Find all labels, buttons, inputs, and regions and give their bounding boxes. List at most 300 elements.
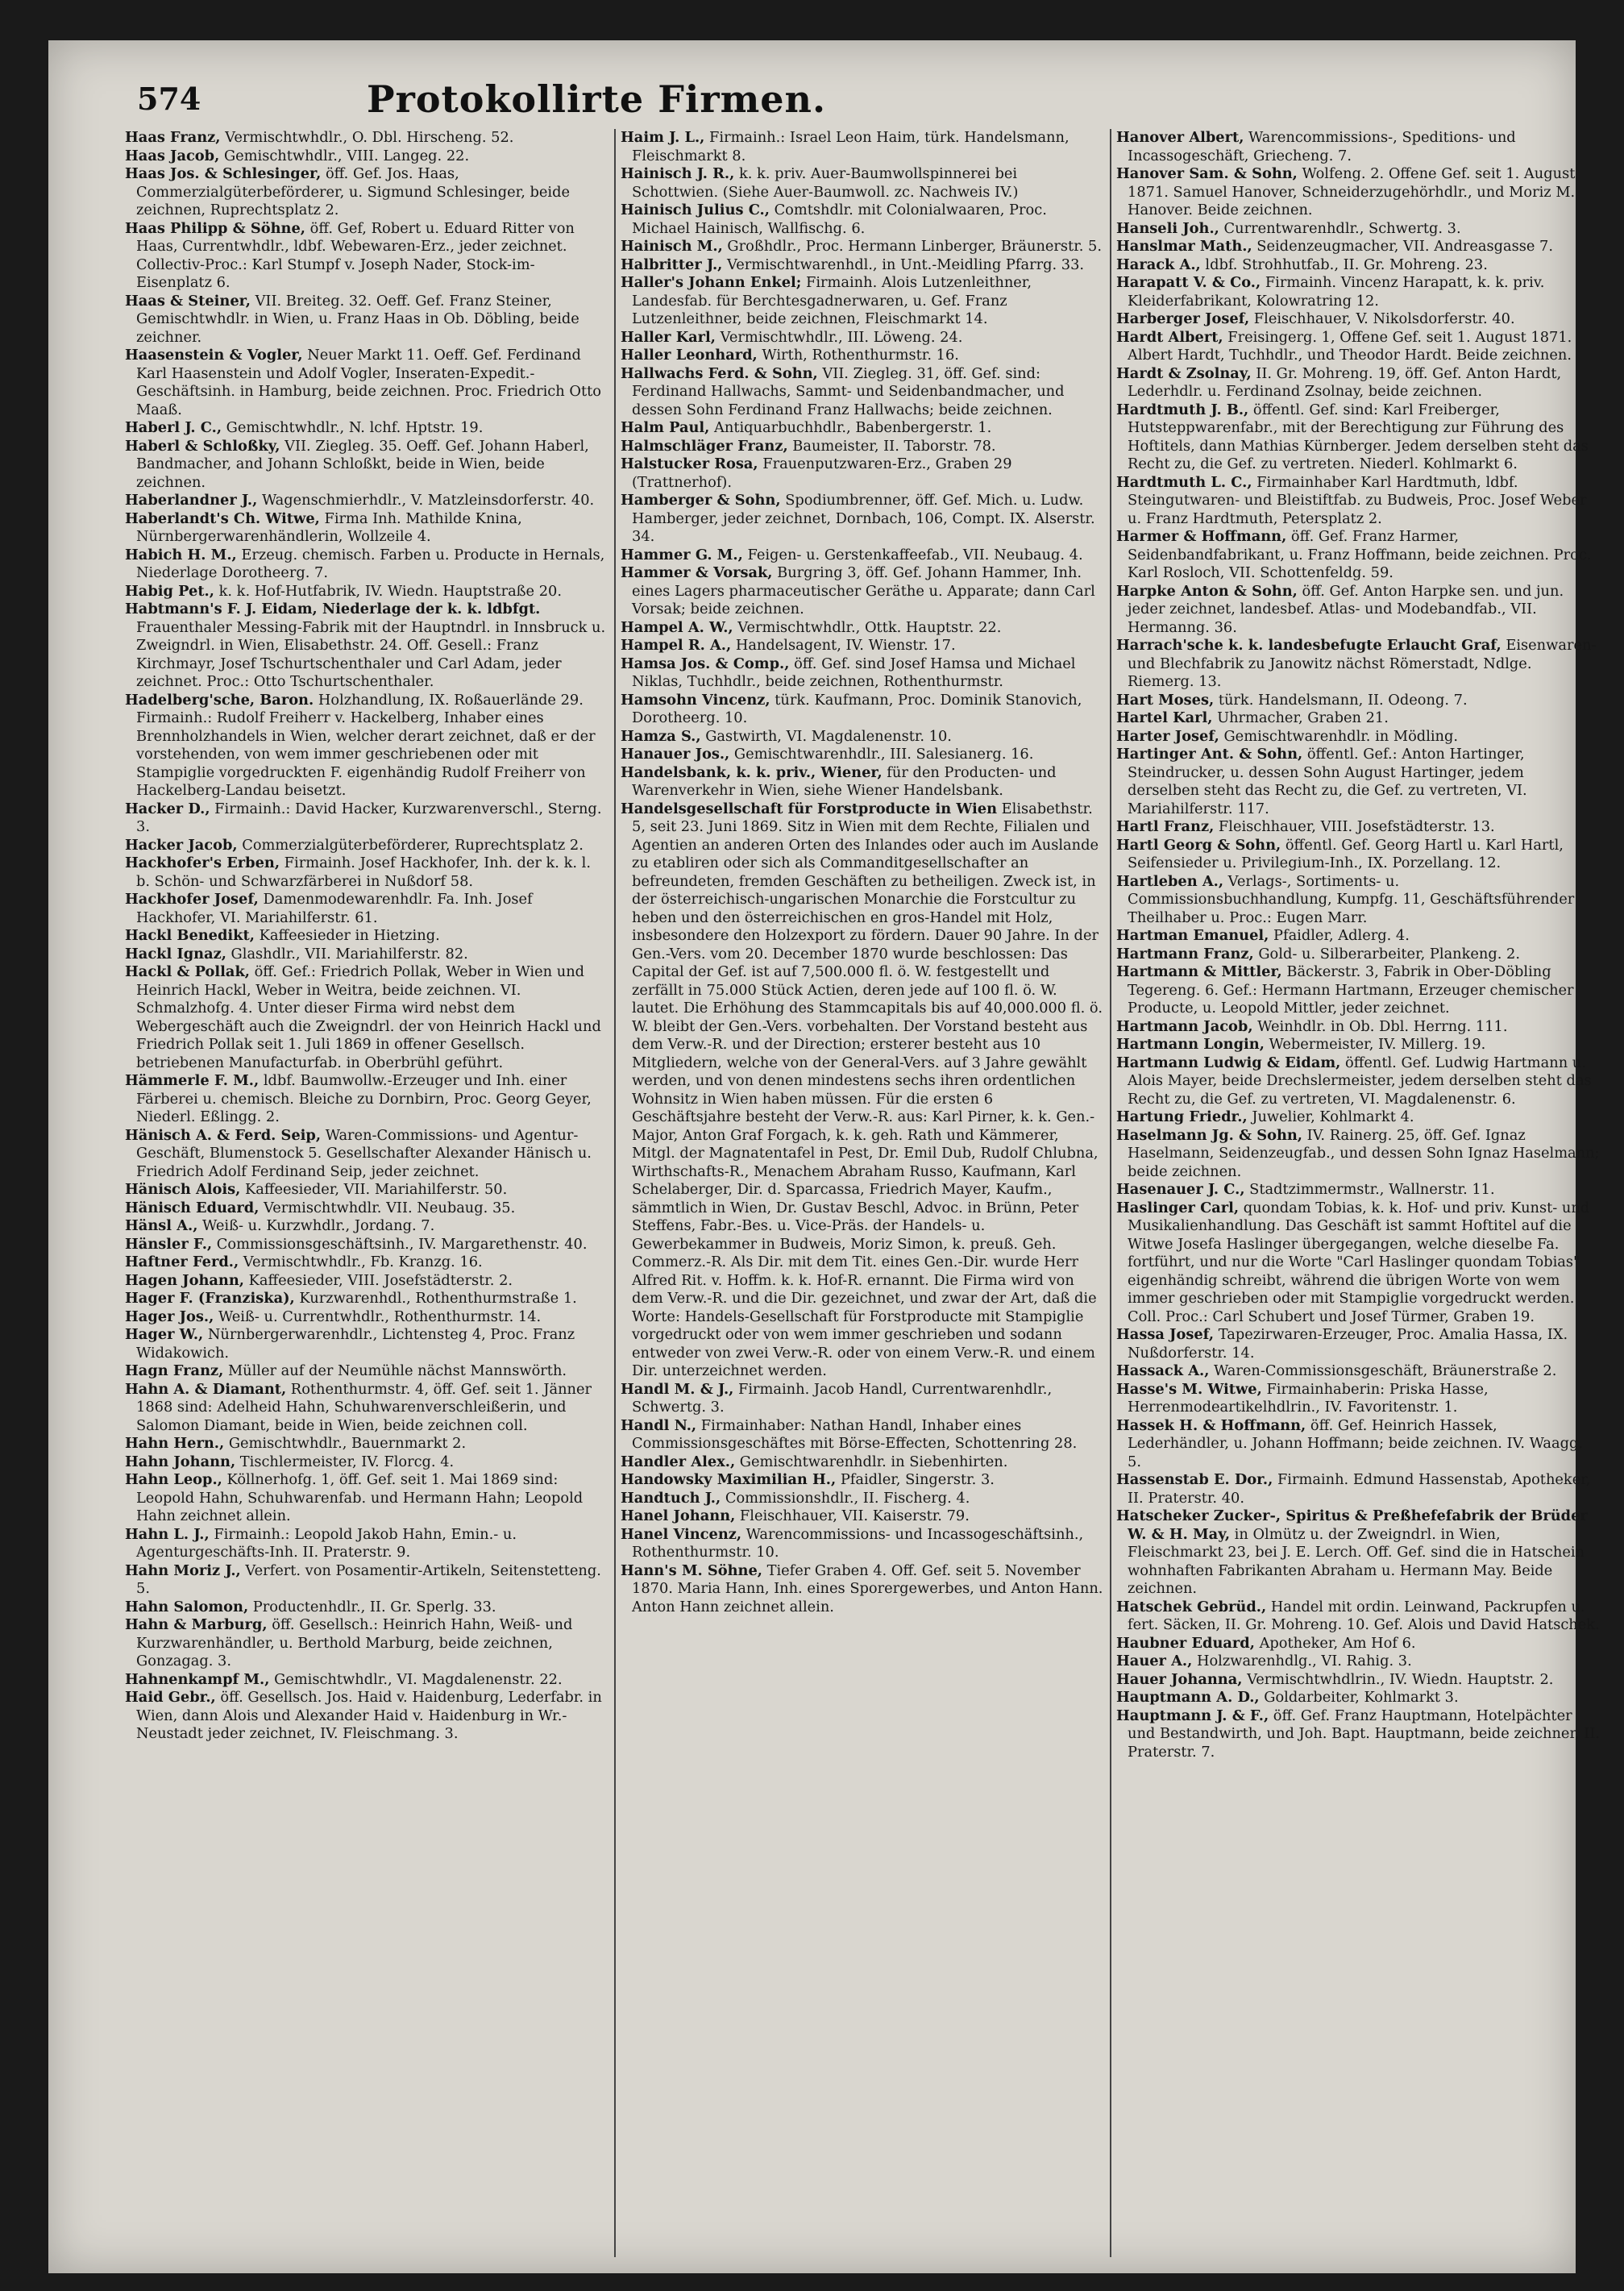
firm-details: ldbf. Baumwollw.-Erzeuger und Inh. einer Färberei u. chemisch. Bleiche zu Dornbirn, Proc. Georg Geyer, Niederl. Eßlingg. 2. [136, 1072, 592, 1125]
directory-entry [1116, 474, 1600, 529]
firm-details: für den Producten- und Warenverkehr in Wien, siehe Wiener Handelsbank. [632, 763, 1057, 799]
firm-name: Hagen Johann, [125, 1271, 244, 1289]
firm-details: öffentl. Gef. Georg Hartl u. Karl Hartl, Seifensieder u. Privilegium-Inh., IX. Porzellang. 12. [1128, 836, 1564, 871]
directory-entry [1116, 1689, 1600, 1707]
firm-details: Firmainhaber: Nathan Handl, Inhaber eines Commissionsgeschäftes mit Börse-Effecten, Schottenring 28. [632, 1416, 1078, 1452]
firm-details: Firmainh.: Leopold Jakob Hahn, Emin.- u. Agenturgeschäfts-Inh. II. Praterstr. 9. [136, 1525, 517, 1561]
firm-name: Haller's Johann Enkel; [621, 274, 802, 291]
firm-details: Stadtzimmermstr., Wallnerstr. 11. [1244, 1181, 1495, 1198]
directory-entry [1116, 963, 1600, 1018]
firm-name: Handelsgesellschaft für Forstproducte in Wien [621, 800, 998, 817]
directory-entry [1116, 220, 1600, 239]
firm-details: Elisabethstr. 5, seit 23. Juni 1869. Sitz in Wien mit dem Rechte, Filialen und Agentien an anderen Orten des Inlandes oder auch im Auslande zu etabliren oder sich als Commanditgesellschafter an befreundeten, fremden Geschäften zu betheiligen. Zweck ist, in der österreichisch-ungarischen Monarchie die Forstcultur zu heben und den österreichischen en gros-Handel mit Holz, insbesondere den Holzexport zu fördern. Dauer 90 Jahre. In der Gen.-Vers. vom 20. December 1870 wurde beschlossen: Das Capital der Gef. ist auf 7,500.000 fl. ö. W. festgestellt und zerfällt in 75.000 Stück Actien, deren jede auf 100 fl. ö. W. lautet. Die Erhöhung des Stammcapitals bis auf 40,000.000 fl. ö. W. bleibt der Gen.-Vers. vorbehalten. Der Vorstand besteht aus dem Verw.-R. und der Direction; ersterer besteht aus 10 Mitgliedern, welche von der General-Vers. auf 3 Jahre gewählt werden, und von denen mindestens sechs ihren ordentlichen Wohnsitz in Wien haben müssen. Für die ersten 6 Geschäftsjahre besteht der Verw.-R. aus: Karl Pirner, k. k. Gen.-Major, Anton Graf Forgach, k. k. geh. Rath und Kämmerer, Mitgl. der Magnatentafel in Pest, Dr. Emil Dub, Rudolf Chlubna, Wirthschafts-R., Menachem Abraham Russo, Kaufmann, Karl Schelaberger, Dir. d. Sparcassa, Friedrich Mayer, Kaufm., sämmtlich in Wien, Dr. Gustav Beschl, Advoc. in Brünn, Peter Steffens, Fabr.-Bes. u. Vice-Präs. der Handels- u. Gewerbekammer in Budweis, Moriz Simon, k. preuß. Geh. Commerz.-R. Als Dir. mit dem Tit. eines Gen.-Dir. wurde Herr Alfred Rit. v. Hoffm. k. k. Hof-R. ernannt. Die Firma wird von dem Verw.-R. und die Dir. gezeichnet, und zwar der Art, daß die Worte: Handels-Gesellschaft für Forstproducte mit Stampiglie vorgedruckt oder von wem immer geschrieben und sodann entweder von zwei Verw.-R. oder von einem Verw.-R. und einem Dir. unterzeichnet werden. [632, 800, 1103, 1379]
firm-name: Hahn L. J., [125, 1525, 210, 1543]
firm-name: Handelsbank, k. k. priv., Wiener, [621, 763, 883, 781]
firm-name: Hänsler F., [125, 1235, 213, 1253]
directory-entry [125, 1254, 608, 1272]
firm-details: Gemischtwarenhdlr., III. Salesianerg. 16. [729, 746, 1034, 763]
directory-entry [125, 854, 608, 891]
firm-details: II. Gr. Mohreng. 19, öff. Gef. Anton Hardt, Lederhdlr. u. Ferdinand Zsolnay, beide zeichnen. [1128, 364, 1562, 400]
firm-details: k. k. priv. Auer-Baumwollspinnerei bei Schottwien. (Siehe Auer-Baumwoll. zc. Nachweis IV.) [632, 165, 1019, 201]
directory-entry [621, 1507, 1104, 1526]
directory-entry [621, 564, 1104, 619]
directory-entry [1116, 1707, 1600, 1762]
firm-name: Halm Paul, [621, 419, 710, 436]
directory-entry [1116, 946, 1600, 964]
firm-details: Frauenputzwaren-Erz., Graben 29 (Trattnerhof). [632, 455, 1012, 491]
firm-details: Fleischhauer, V. Nikolsdorferstr. 40. [1249, 310, 1515, 327]
directory-entry [621, 1526, 1104, 1562]
firm-details: Freisingerg. 1, Offene Gef. seit 1. August 1871. Albert Hardt, Tuchhdlr., und Theodor Hardt. Beide zeichnen. [1128, 328, 1572, 364]
directory-entry [621, 256, 1104, 275]
directory-entry [125, 129, 608, 148]
firm-details: Waren-Commissions- und Agentur-Geschäft, Blumenstock 5. Gesellschafter Alexander Hänisch u. Friedrich Adolf Ferdinand Seip, jeder zeichnet. [136, 1126, 592, 1180]
directory-entry [1116, 1181, 1600, 1200]
firm-name: Hacker Jacob, [125, 836, 238, 854]
firm-name: Haubner Eduard, [1116, 1634, 1255, 1652]
firm-name: Hardtmuth J. B., [1116, 401, 1249, 418]
directory-entry [125, 438, 608, 493]
directory-entry [1116, 1018, 1600, 1037]
directory-entry [1116, 256, 1600, 275]
firm-name: Hackhofer's Erben, [125, 854, 280, 871]
directory-entry [125, 547, 608, 583]
firm-details: Pfaidler, Singerstr. 3. [836, 1471, 995, 1488]
firm-name: Hann's M. Söhne, [621, 1561, 762, 1579]
firm-details: öff. Gesellsch.: Heinrich Hahn, Weiß- und Kurzwarenhändler, u. Berthold Marburg, beide zeichnen, Gonzagag. 3. [136, 1616, 573, 1669]
directory-entry [125, 1308, 608, 1327]
directory-entry [125, 1381, 608, 1436]
firm-details: Müller auf der Neumühle nächst Mannswörth. [223, 1362, 567, 1379]
firm-name: Hamsohn Vincenz, [621, 691, 770, 709]
firm-details: Seidenzeugmacher, VII. Andreasgasse 7. [1252, 238, 1554, 255]
page-number: 574 [137, 81, 201, 117]
firm-name: Hackl Ignaz, [125, 945, 226, 963]
directory-entry [125, 1562, 608, 1599]
firm-name: Hartmann Longin, [1116, 1036, 1265, 1053]
directory-entry [1116, 129, 1600, 165]
firm-details: Holzhandlung, IX. Roßauerlände 29. Firmainh.: Rudolf Freiherr v. Hackelberg, Inhaber eines Brennholzhandels in Wien, welcher derart zeichnet, daß er der vorstehenden, von wem immer geschriebenen oder mit Stampiglie vorgedruckten F. eigenhändig Rudolf Freiherr von Hackelberg-Landau beisetzt. [136, 691, 596, 799]
firm-name: Hanover Albert, [1116, 129, 1244, 146]
directory-entry [1116, 1417, 1600, 1472]
firm-details: Baumeister, II. Taborstr. 78. [787, 437, 996, 455]
directory-columns [125, 129, 1624, 2257]
directory-entry [125, 1526, 608, 1562]
directory-entry [621, 165, 1104, 202]
firm-details: türk. Kaufmann, Proc. Dominik Stanovich, Dorotheerg. 10. [632, 691, 1082, 726]
firm-details: VII. Ziegleg. 35. Oeff. Gef. Johann Haberl, Bandmacher, and Johann Schloßkt, beide in Wien, beide zeichnen. [136, 437, 589, 491]
directory-entry [1116, 1362, 1600, 1381]
firm-name: Haller Leonhard, [621, 347, 758, 364]
firm-details: Currentwarenhdlr., Schwertg. 3. [1219, 219, 1461, 237]
firm-details: Verlags-, Sortiments- u. Commissionsbuchhandlung, Kumpfg. 11, Geschäftsführender Theilhaber u. Proc.: Eugen Marr. [1128, 872, 1575, 926]
firm-name: Hartleben A., [1116, 872, 1224, 890]
directory-entry [621, 365, 1104, 420]
firm-details: Kaffeesieder, VII. Mariahilferstr. 50. [240, 1181, 508, 1198]
directory-entry [621, 764, 1104, 800]
directory-entry [1116, 1200, 1600, 1327]
firm-name: Haller Karl, [621, 328, 716, 346]
firm-details: Gemischtwarenhdlr. in Siebenhirten. [735, 1453, 1008, 1470]
directory-entry [125, 347, 608, 419]
firm-name: Hagn Franz, [125, 1362, 224, 1379]
firm-name: Haas & Steiner, [125, 292, 251, 310]
directory-entry [621, 329, 1104, 347]
directory-entry [621, 438, 1104, 456]
firm-details: Fleischhauer, VIII. Josefstädterstr. 13. [1214, 818, 1495, 835]
firm-name: Hatscheker Zucker-, Spiritus & Preßhefefabrik der Brüder W. & H. May, [1116, 1507, 1588, 1543]
firm-name: Hahn Hern., [125, 1435, 225, 1452]
page-title: Protokollirte Firmen. [367, 77, 826, 121]
directory-entry [1116, 329, 1600, 365]
firm-name: Hallwachs Ferd. & Sohn, [621, 364, 818, 382]
column-2 [621, 129, 1104, 2257]
firm-name: Hatschek Gebrüd., [1116, 1598, 1267, 1615]
firm-name: Hahnenkampf M., [125, 1670, 270, 1688]
firm-name: Hamza S., [621, 727, 701, 745]
directory-entry [621, 728, 1104, 746]
firm-name: Haberlandt's Ch. Witwe, [125, 509, 320, 527]
firm-details: Commissionshdlr., II. Fischerg. 4. [721, 1489, 970, 1507]
firm-name: Haberlandner J., [125, 492, 258, 509]
directory-entry [621, 202, 1104, 238]
firm-details: öff. Gesellsch. Jos. Haid v. Haidenburg, Lederfabr. in Wien, dann Alois und Alexander Haid v. Haidenburg in Wr.-Neustadt jeder zeichnet, IV. Fleischmang. 3. [136, 1689, 602, 1742]
directory-entry [125, 692, 608, 800]
firm-name: Hampel A. W., [621, 618, 733, 636]
firm-details: Gemischtwhdlr., Bauernmarkt 2. [224, 1435, 467, 1452]
firm-name: Hartmann & Mittler, [1116, 963, 1282, 980]
directory-entry [125, 1616, 608, 1671]
firm-details: Gemischtwhdlr., N. lchf. Hptstr. 19. [222, 419, 484, 436]
firm-name: Haas Jacob, [125, 147, 220, 164]
firm-details: Glashdlr., VII. Mariahilferstr. 82. [226, 945, 468, 963]
firm-details: Frauenthaler Messing-Fabrik mit der Hauptndrl. in Innsbruck u. Zweigndrl. in Wien, Elisabethstr. 24. Off. Gesell.: Franz Kirchmayr, Josef Tschurtschenthaler und Carl Adam, jeder zeichnet. Proc.: Otto Tschurtschenthaler. [136, 618, 606, 690]
directory-entry [621, 1453, 1104, 1472]
directory-entry [125, 601, 608, 692]
firm-name: Hanover Sam. & Sohn, [1116, 165, 1298, 182]
directory-entry [1116, 1326, 1600, 1362]
firm-details: Vermischtwhdlr., O. Dbl. Hirscheng. 52. [220, 129, 514, 146]
firm-details: ldbf. Strohhutfab., II. Gr. Mohreng. 23. [1200, 256, 1488, 273]
directory-page [48, 40, 1600, 2273]
firm-name: Habtmann's F. J. Eidam, Niederlage der k. k. ldbfgt. [125, 601, 541, 617]
directory-entry [125, 1362, 608, 1381]
firm-name: Haberl J. C., [125, 419, 222, 436]
directory-entry [125, 492, 608, 510]
firm-name: Harberger Josef, [1116, 310, 1250, 327]
firm-name: Hamsa Jos. & Comp., [621, 655, 790, 672]
firm-details: öff. Gef. Anton Harpke sen. und jun. jeder zeichnet, landesbef. Atlas- und Modebandfab., VII. Hermanng. 36. [1128, 582, 1564, 636]
firm-name: Hanslmar Math., [1116, 238, 1252, 255]
firm-details: Fleischhauer, VII. Kaiserstr. 79. [735, 1507, 970, 1524]
firm-details: Comtshdlr. mit Colonialwaaren, Proc. Michael Hainisch, Wallfischg. 6. [632, 202, 1047, 237]
firm-details: Warencommissions-, Speditions- und Incassogeschäft, Griecheng. 7. [1128, 129, 1516, 164]
firm-name: Hartl Franz, [1116, 818, 1215, 835]
directory-entry [1116, 1108, 1600, 1127]
directory-entry [1116, 1507, 1600, 1599]
firm-details: Neuer Markt 11. Oeff. Gef. Ferdinand Karl Haasenstein und Adolf Vogler, Inseraten-Expedit.-Geschäftsinh. in Hamburg, beide zeichnen. Proc. Friedrich Otto Maaß. [136, 347, 601, 418]
firm-name: Handl M. & J., [621, 1380, 734, 1398]
firm-details: Handel mit ordin. Leinwand, Packrupfen u. fert. Säcken, II. Gr. Mohreng. 10. Gef. Alois und David Hatschek. [1128, 1598, 1600, 1633]
directory-entry [1116, 365, 1600, 401]
firm-name: Hänsl A., [125, 1217, 198, 1234]
directory-entry [621, 455, 1104, 492]
firm-details: öff. Gef. Franz Hauptmann, Hotelpächter und Bestandwirth, und Joh. Bapt. Hauptmann, beide zeichner, II. Praterstr. 7. [1128, 1707, 1600, 1761]
firm-name: Haasenstein & Vogler, [125, 347, 303, 364]
firm-details: Vermischtwhdlr., Ottk. Hauptstr. 22. [733, 618, 1002, 636]
firm-name: Hartung Friedr., [1116, 1108, 1248, 1125]
directory-entry [1116, 837, 1600, 873]
directory-entry [1116, 1671, 1600, 1690]
directory-entry [621, 1471, 1104, 1490]
firm-details: Weiß- u. Kurzwhdlr., Jordang. 7. [197, 1217, 435, 1234]
firm-name: Hassenstab E. Dor., [1116, 1471, 1273, 1488]
directory-entry [125, 419, 608, 438]
firm-details: Holzwarenhdlg., VI. Rahig. 3. [1192, 1653, 1412, 1669]
firm-details: Commerzialgüterbeförderer, Ruprechtsplatz 2. [237, 836, 584, 854]
directory-entry [621, 692, 1104, 728]
directory-entry [1116, 927, 1600, 946]
firm-name: Hänisch Alois, [125, 1181, 241, 1198]
directory-entry [125, 293, 608, 347]
directory-entry [1116, 1054, 1600, 1109]
firm-details: Pfaidler, Adlerg. 4. [1269, 927, 1410, 944]
directory-entry [125, 583, 608, 601]
directory-entry [621, 637, 1104, 655]
firm-details: öff. Gef. Franz Harmer, Seidenbandfabrikant, u. Franz Hoffmann, beide zeichnen. Proc. Karl Rosloch, VII. Schottenfeldg. 59. [1128, 528, 1592, 581]
firm-name: Hartl Georg & Sohn, [1116, 836, 1281, 854]
firm-name: Hager F. (Franziska), [125, 1290, 295, 1307]
firm-details: Vermischtwhdlr., Fb. Kranzg. 16. [239, 1254, 483, 1270]
firm-name: Harrach'sche k. k. landesbefugte Erlaucht Graf, [1116, 637, 1501, 654]
column-divider [614, 129, 616, 2257]
firm-name: Hadelberg'sche, Baron. [125, 691, 314, 709]
firm-name: Hahn Salomon, [125, 1598, 249, 1615]
firm-details: Großhdlr., Proc. Hermann Linberger, Bräunerstr. 5. [722, 238, 1103, 255]
directory-entry [621, 1417, 1104, 1453]
directory-entry [1116, 401, 1600, 474]
directory-entry [125, 1689, 608, 1744]
firm-name: Hager Jos., [125, 1308, 214, 1325]
column-divider [1110, 129, 1111, 2257]
directory-entry [1116, 818, 1600, 837]
firm-details: Juwelier, Kohlmarkt 4. [1247, 1108, 1414, 1125]
firm-details: öffentl. Gef. sind: Karl Freiberger, Hutsteppwarenfabr., mit der Berechtigung zur Führung des Hoftitels, dann Mathias Kürnberger. Jedem derselben steht das Recht zu, die Gef. zu vertreten. Niederl. Kohlmarkt 6. [1128, 401, 1589, 472]
directory-entry [1116, 1653, 1600, 1671]
firm-name: Haftner Ferd., [125, 1254, 239, 1270]
directory-entry [125, 1671, 608, 1690]
firm-details: Verfert. von Posamentir-Artikeln, Seitenstetteng. 5. [136, 1561, 601, 1597]
firm-details: Damenmodewarenhdlr. Fa. Inh. Josef Hackhofer, VI. Mariahilferstr. 61. [136, 891, 533, 926]
firm-name: Hart Moses, [1116, 691, 1215, 709]
firm-name: Hasenauer J. C., [1116, 1181, 1245, 1198]
firm-name: Halbritter J., [621, 256, 723, 273]
firm-name: Habich H. M., [125, 546, 237, 563]
firm-name: Hackhofer Josef, [125, 891, 259, 908]
firm-details: Productenhdlr., II. Gr. Sperlg. 33. [248, 1598, 496, 1615]
firm-name: Hamberger & Sohn, [621, 492, 781, 509]
firm-name: Hacker D., [125, 800, 210, 817]
directory-entry [125, 1435, 608, 1453]
firm-details: Burgring 3, öff. Gef. Johann Hammer, Inh. eines Lagers pharmaceutischer Geräthe u. Apparate; dann Carl Vorsak; beide zeichnen. [632, 564, 1095, 617]
firm-name: Hardtmuth L. C., [1116, 473, 1252, 491]
directory-entry [125, 891, 608, 927]
directory-entry [125, 1236, 608, 1254]
directory-entry [1116, 165, 1600, 220]
firm-details: Weinhdlr. in Ob. Dbl. Herrng. 111. [1252, 1017, 1508, 1035]
firm-name: Hager W., [125, 1326, 204, 1343]
directory-entry [621, 655, 1104, 692]
firm-name: Hahn & Marburg, [125, 1616, 268, 1633]
firm-details: Webermeister, IV. Millerg. 19. [1264, 1036, 1486, 1053]
firm-details: VII. Ziegleg. 31, öff. Gef. sind: Ferdinand Hallwachs, Sammt- und Seidenbandmacher, und dessen Sohn Ferdinand Franz Hallwachs; beide zeichnen. [632, 364, 1065, 418]
firm-details: Kaffeesieder in Hietzing. [254, 927, 440, 944]
firm-details: Commissionsgeschäftsinh., IV. Margarethenstr. 40. [212, 1235, 588, 1253]
firm-name: Harmer & Hoffmann, [1116, 528, 1287, 545]
firm-name: Haslinger Carl, [1116, 1199, 1240, 1216]
directory-entry [1116, 728, 1600, 746]
directory-entry [621, 746, 1104, 764]
firm-details: Goldarbeiter, Kohlmarkt 3. [1259, 1689, 1459, 1706]
firm-details: öff. Gef.: Friedrich Pollak, Weber in Wien und Heinrich Hackl, Weber in Weitra, beide zeichnen. VI. Schmalzhofg. 4. Unter dieser Firma wird nebst dem Webergeschäft auch die Zweigndrl. der von Heinrich Hackl und Friedrich Pollak seit 1. Juli 1869 in offener Gesellsch. betriebenen Manufacturfab. in Oberbrühl geführt. [136, 963, 601, 1071]
directory-entry [125, 148, 608, 166]
firm-name: Hassa Josef, [1116, 1326, 1215, 1343]
directory-entry [621, 1562, 1104, 1617]
firm-name: Habig Pet., [125, 582, 214, 600]
firm-details: Handelsagent, IV. Wienstr. 17. [731, 637, 956, 654]
firm-details: Rothenthurmstr. 4, öff. Gef. seit 1. Jänner 1868 sind: Adelheid Hahn, Schuhwarenverschleißerin, und Salomon Diamant, beide in Wien, beide zeichnen coll. [136, 1380, 592, 1434]
firm-details: Gemischtwhdlr., VIII. Langeg. 22. [219, 147, 470, 164]
firm-details: öff. Gef, Robert u. Eduard Ritter von Haas, Currentwhdlr., ldbf. Webewaren-Erz., jeder zeichnet. Collectiv-Proc.: Karl Stumpf v. Joseph Nader, Stock-im-Eisenplatz 6. [136, 219, 575, 291]
directory-entry [125, 1217, 608, 1236]
firm-details: Firmainhaberin: Priska Hasse, Herrenmodeartikelhdlrin., IV. Favoritenstr. 1. [1128, 1380, 1489, 1416]
firm-name: Hardt Albert, [1116, 328, 1223, 346]
firm-details: Firmainh. Edmund Hassenstab, Apotheker, II. Praterstr. 40. [1128, 1471, 1591, 1507]
firm-details: k. k. Hof-Hutfabrik, IV. Wiedn. Hauptstraße 20. [214, 582, 563, 600]
directory-entry [125, 1127, 608, 1182]
firm-details: Eisenwaren- und Blechfabrik zu Janowitz nächst Römerstadt, Ndlge. Riemerg. 13. [1128, 637, 1597, 690]
firm-name: Hartmann Ludwig & Eidam, [1116, 1054, 1341, 1071]
firm-details: in Olmütz u. der Zweigndrl. in Wien, Fleischmarkt 23, bei J. E. Lerch. Off. Gef. sind die in Hatschein wohnhaften Fabrikanten Abraham u. Hermann May. Beide zeichnen. [1128, 1525, 1585, 1597]
firm-name: Handtuch J., [621, 1489, 721, 1507]
firm-name: Hasse's M. Witwe, [1116, 1380, 1262, 1398]
directory-entry [1116, 1635, 1600, 1653]
firm-name: Hartinger Ant. & Sohn, [1116, 746, 1303, 763]
firm-details: Erzeug. chemisch. Farben u. Producte in Hernals, Niederlage Dorotheerg. 7. [136, 546, 605, 581]
directory-entry [125, 1599, 608, 1617]
firm-details: Weiß- u. Currentwhdlr., Rothenthurmstr. 14. [214, 1308, 542, 1325]
directory-entry [125, 1200, 608, 1218]
directory-entry [1116, 709, 1600, 728]
firm-details: Gastwirth, VI. Magdalenenstr. 10. [700, 727, 952, 745]
directory-entry [1116, 746, 1600, 818]
firm-name: Hänisch A. & Ferd. Seip, [125, 1126, 322, 1144]
firm-details: Firmainh.: David Hacker, Kurzwarenverschl., Sterng. 3. [136, 800, 602, 835]
firm-name: Hampel R. A., [621, 637, 732, 654]
firm-details: Warencommissions- und Incassogeschäftsinh., Rothenthurmstr. 10. [632, 1525, 1084, 1561]
firm-name: Hammer & Vorsak, [621, 564, 773, 581]
directory-entry [621, 419, 1104, 438]
firm-name: Hackl & Pollak, [125, 963, 250, 980]
firm-name: Harter Josef, [1116, 727, 1219, 745]
firm-details: Wirth, Rothenthurmstr. 16. [757, 347, 959, 364]
directory-entry [1116, 274, 1600, 310]
firm-name: Hartmann Franz, [1116, 945, 1254, 963]
directory-entry [621, 1381, 1104, 1417]
firm-name: Hahn A. & Diamant, [125, 1380, 287, 1398]
firm-details: Uhrmacher, Graben 21. [1212, 709, 1389, 726]
firm-name: Hartmann Jacob, [1116, 1017, 1253, 1035]
firm-details: Feigen- u. Gerstenkaffeefab., VII. Neubaug. 4. [742, 546, 1083, 563]
directory-entry [125, 927, 608, 946]
firm-details: Wagenschmierhdlr., V. Matzleinsdorferstr. 40. [257, 492, 595, 509]
directory-entry [621, 238, 1104, 256]
firm-details: Gemischtwhdlr., VI. Magdalenenstr. 22. [269, 1670, 563, 1688]
firm-name: Harpke Anton & Sohn, [1116, 582, 1298, 600]
firm-details: Firmainh. Alois Lutzenleithner, Landesfab. für Berchtesgadnerwaren, u. Gef. Franz Lutzenleithner, beide zeichnen, Fleischmarkt 14. [632, 274, 1032, 327]
directory-entry [125, 1326, 608, 1362]
firm-name: Handler Alex., [621, 1453, 736, 1470]
directory-entry [125, 1471, 608, 1526]
firm-name: Hahn Johann, [125, 1453, 236, 1470]
directory-entry [1116, 238, 1600, 256]
firm-name: Haid Gebr., [125, 1689, 216, 1706]
directory-entry [125, 1453, 608, 1472]
firm-details: quondam Tobias, k. k. Hof- und priv. Kunst- und Musikalienhandlung. Das Geschäft ist sammt Hoftitel auf die Witwe Josefa Haslinger übergegangen, welche dieselbe Fa. fortführt, und nur die Worte "Carl Haslinger quondam Tobias" eigenhändig schreibt, während die übrigen Worte von wem immer geschrieben oder mit Stampiglie vorgedruckt werden. Coll. Proc.: Carl Schubert und Josef Türmer, Graben 19. [1128, 1199, 1590, 1325]
firm-name: Hauer Johanna, [1116, 1670, 1243, 1688]
firm-details: Vermischtwhdlr., III. Löweng. 24. [716, 328, 963, 346]
firm-details: Firmainhaber Karl Hardtmuth, ldbf. Steingutwaren- und Bleistiftfab. zu Budweis, Proc. Josef Weber u. Franz Hardtmuth, Petersplatz 2. [1128, 473, 1587, 527]
firm-details: Vermischtwhdlr. VII. Neubaug. 35. [259, 1199, 516, 1216]
directory-entry [621, 800, 1104, 1381]
directory-entry [1116, 310, 1600, 329]
directory-entry [125, 800, 608, 837]
firm-name: Handowsky Maximilian H., [621, 1471, 837, 1488]
directory-entry [125, 165, 608, 220]
firm-name: Hanseli Joh., [1116, 219, 1219, 237]
directory-entry [621, 347, 1104, 365]
firm-name: Hassek H. & Hoffmann, [1116, 1416, 1306, 1434]
directory-entry [125, 510, 608, 547]
directory-entry [1116, 1599, 1600, 1635]
firm-details: Tischlermeister, IV. Florcg. 4. [235, 1453, 455, 1470]
firm-name: Hartel Karl, [1116, 709, 1213, 726]
firm-name: Hanel Johann, [621, 1507, 736, 1524]
column-3 [1116, 129, 1600, 2257]
firm-details: VII. Breiteg. 32. Oeff. Gef. Franz Steiner, Gemischtwhdlr. in Wien, u. Franz Haas in Ob. Döbling, beide zeichner. [136, 292, 579, 346]
firm-name: Haselmann Jg. & Sohn, [1116, 1126, 1302, 1144]
firm-name: Hainisch M., [621, 238, 723, 255]
firm-details: öffentl. Gef. Ludwig Hartmann u. Alois Mayer, beide Drechslermeister, jedem derselben steht das Recht zu, die Gef. zu vertreten, VI. Magdalenenstr. 6. [1128, 1054, 1592, 1108]
firm-details: Waren-Commissionsgeschäft, Bräunerstraße 2. [1209, 1362, 1557, 1379]
firm-details: Tapezirwaren-Erzeuger, Proc. Amalia Hassa, IX. Nußdorferstr. 14. [1128, 1326, 1568, 1362]
firm-name: Harack A., [1116, 256, 1201, 273]
directory-entry [1116, 873, 1600, 928]
directory-entry [125, 946, 608, 964]
firm-name: Haberl & Schloßky, [125, 437, 280, 455]
firm-name: Hardt & Zsolnay, [1116, 364, 1252, 382]
firm-details: IV. Rainerg. 25, öff. Gef. Ignaz Haselmann, Seidenzeugfab., und dessen Sohn Ignaz Haselmann; beide zeichnen. [1128, 1126, 1600, 1180]
firm-name: Hainisch J. R., [621, 165, 735, 182]
firm-name: Harapatt V. & Co., [1116, 274, 1261, 291]
firm-details: öffentl. Gef.: Anton Hartinger, Steindrucker, u. dessen Sohn August Hartinger, jedem derselben steht das Recht zu, die Gef. zu vertreten, VI. Mariahilferstr. 117. [1128, 746, 1527, 817]
firm-name: Hauer A., [1116, 1653, 1193, 1669]
firm-details: Wolfeng. 2. Offene Gef. seit 1. August 1871. Samuel Hanover, Schneiderzugehörhdlr., und Moriz M. Hanover. Beide zeichnen. [1128, 165, 1576, 218]
firm-details: Vermischtwhdlrin., IV. Wiedn. Hauptstr. 2. [1242, 1670, 1554, 1688]
firm-details: Apotheker, Am Hof 6. [1254, 1634, 1416, 1652]
firm-name: Hackl Benedikt, [125, 927, 255, 944]
directory-entry [125, 1290, 608, 1308]
